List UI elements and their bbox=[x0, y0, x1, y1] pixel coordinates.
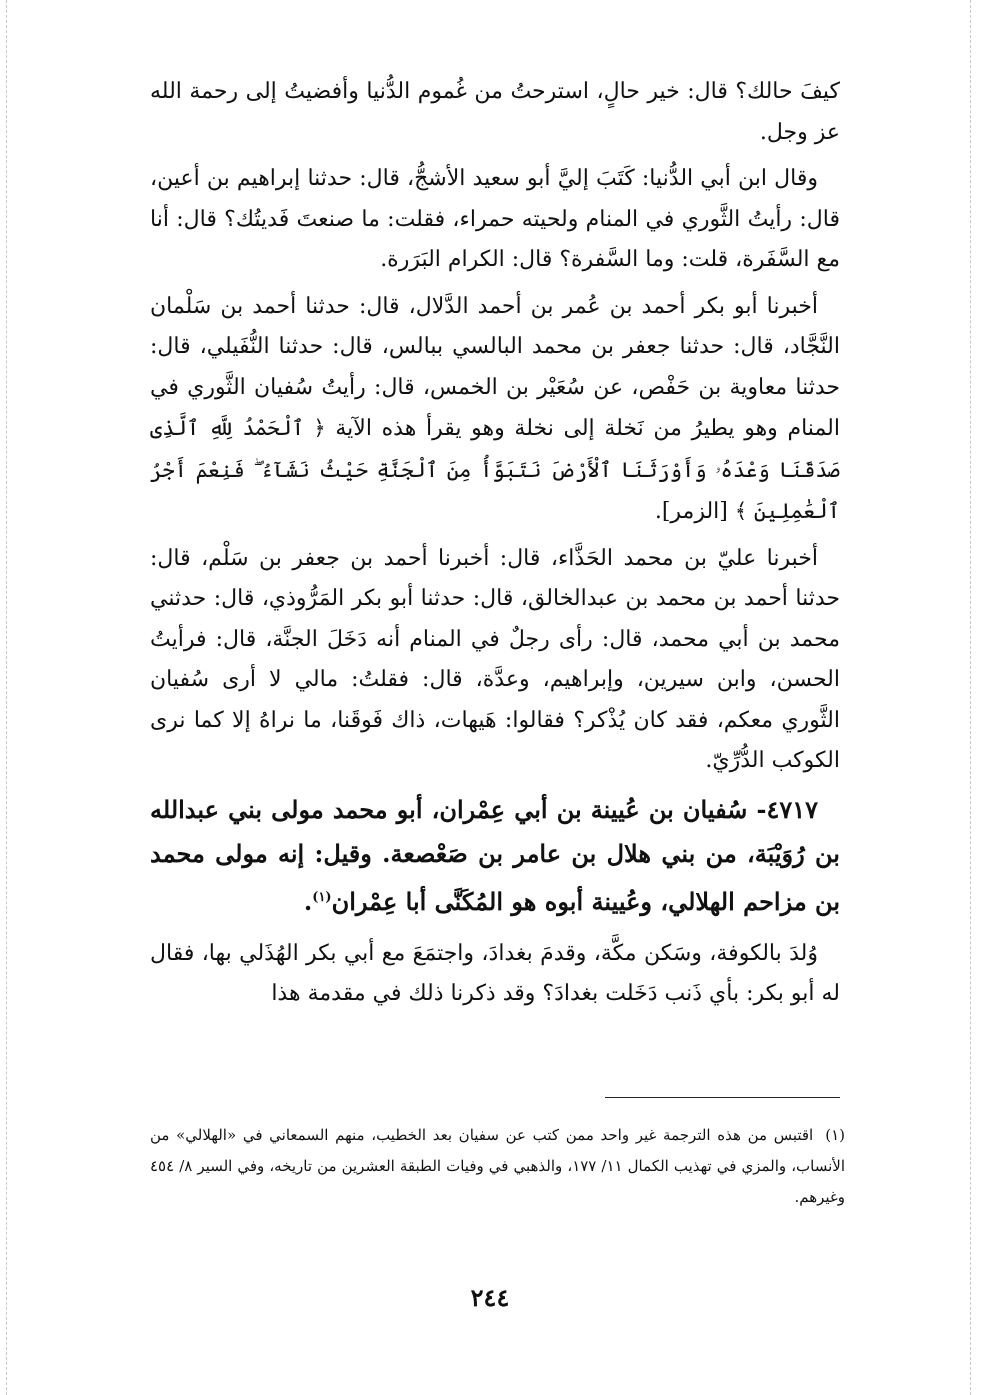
paragraph-4 bbox=[150, 539, 840, 782]
scan-edge-right bbox=[970, 0, 971, 1395]
biography-heading-tail: . bbox=[303, 886, 313, 916]
paragraph-6-text: وُلدَ بالكوفة، وسَكن مكَّة، وقدمَ بغدادَ، واجتمَعَ مع أبي بكر الهُذَلي بها، فقال له أبو بكر: بأي ذَنب دَخَلت بغدادَ؟ وقد ذكرنا ذلك في مقدمة هذا bbox=[150, 940, 840, 1006]
paragraph-3-text: أخبرنا أبو بكر أحمد بن عُمر بن أحمد الدَّلال، قال: حدثنا أحمد بن سَلْمان النَّجَّاد، قال: حدثنا جعفر بن محمد البالسي ببالس، قال: حدثنا النُّفَيلي، قال: حدثنا معاوية بن حَفْص، عن سُعَيْر بن الخمس، قال: رأيتُ سُفيان الثَّوري في المنام وهو يطيرُ من نَخلة إلى نخلة وهو يقرأ هذه الآية bbox=[150, 293, 840, 441]
footnote-number: (١) bbox=[825, 1126, 845, 1144]
biography-heading bbox=[150, 788, 840, 924]
footnote-text: اقتبس من هذه الترجمة غير واحد ممن كتب عن سفيان بعد الخطيب، منهم السمعاني في «الهلالي» من الأنساب، والمزي في تهذيب الكمال ١١/ ١٧٧، والذهبي في وفيات الطبقة العشرين من تاريخه، وفي السير ٨/ ٤٥٤ وغيرهم. bbox=[150, 1126, 845, 1206]
paragraph-4-text: أخبرنا عليّ بن محمد الحَذَّاء، قال: أخبرنا أحمد بن جعفر بن سَلْم، قال: حدثنا أحمد بن محمد بن عبدالخالق، قال: حدثنا أبو بكر المَرُّوذي، قال: حدثني محمد بن أبي محمد، قال: رأى رجلٌ في المنام أنه دَخَلَ الجنَّة، قال: فرأيتُ الحسن، وابن سيرين، وإبراهيم، وعدَّة، قال: فقلتُ: مالي لا أرى سُفيان الثَّوري معكم، فقد كان يُذْكر؟ فقالوا: هَيهات، ذاك فَوقَنا، ما نراهُ إلا كما نرى الكوكب الدُّرِّيّ. bbox=[150, 545, 840, 773]
paragraph-1 bbox=[150, 72, 840, 153]
main-text-block bbox=[150, 72, 840, 1021]
paragraph-3 bbox=[150, 287, 840, 533]
footnote-reference[interactable]: (١) bbox=[312, 889, 332, 905]
paragraph-2 bbox=[150, 159, 840, 281]
paragraph-2-text: وقال ابن أبي الدُّنيا: كَتَبَ إليَّ أبو سعيد الأشجُّ، قال: حدثنا إبراهيم بن أعين، قال: رأيتُ الثَّوري في المنام ولحيته حمراء، فقلت: ما صنعتَ فَديتُك؟ قال: أنا مع السَّفَرة، قلت: وما السَّفرة؟ قال: الكرام البَرَرة. bbox=[150, 166, 840, 272]
footnote-separator bbox=[605, 1097, 840, 1098]
paragraph-1-text: كيفَ حالك؟ قال: خير حالٍ، استرحتُ من غُموم الدُّنيا وأفضيتُ إلى رحمة الله عز وجل. bbox=[150, 79, 840, 145]
page-number: ٢٤٤ bbox=[470, 1283, 510, 1312]
footnote bbox=[150, 1120, 845, 1213]
paragraph-6 bbox=[150, 934, 840, 1015]
quran-citation: [الزمر]. bbox=[654, 499, 728, 524]
quran-verse: ﴿ ٱلْحَمْدُ لِلَّهِ ٱلَّذِى صَدَقَنَا وَعْدَهُۥ وَأَوْرَثَنَا ٱلْأَرْضَ نَتَبَوَّأُ مِنَ ٱلْجَنَّةِ حَيْثُ نَشَآءُ ۖ فَنِعْمَ أَجْرُ ٱلْعَٰمِلِينَ ﴾ bbox=[150, 416, 840, 523]
biography-heading-text: ٤٧١٧- سُفيان بن عُيينة بن أبي عِمْران، أبو محمد مولى بني عبدالله بن رُوَيْبَة، من بني هلال بن عامر بن صَعْصعة. وقيل: إنه مولى محمد بن مزاحم الهلالي، وعُيينة أبوه هو المُكَنَّى أبا عِمْران bbox=[150, 794, 840, 916]
scan-edge-left bbox=[6, 0, 7, 1395]
